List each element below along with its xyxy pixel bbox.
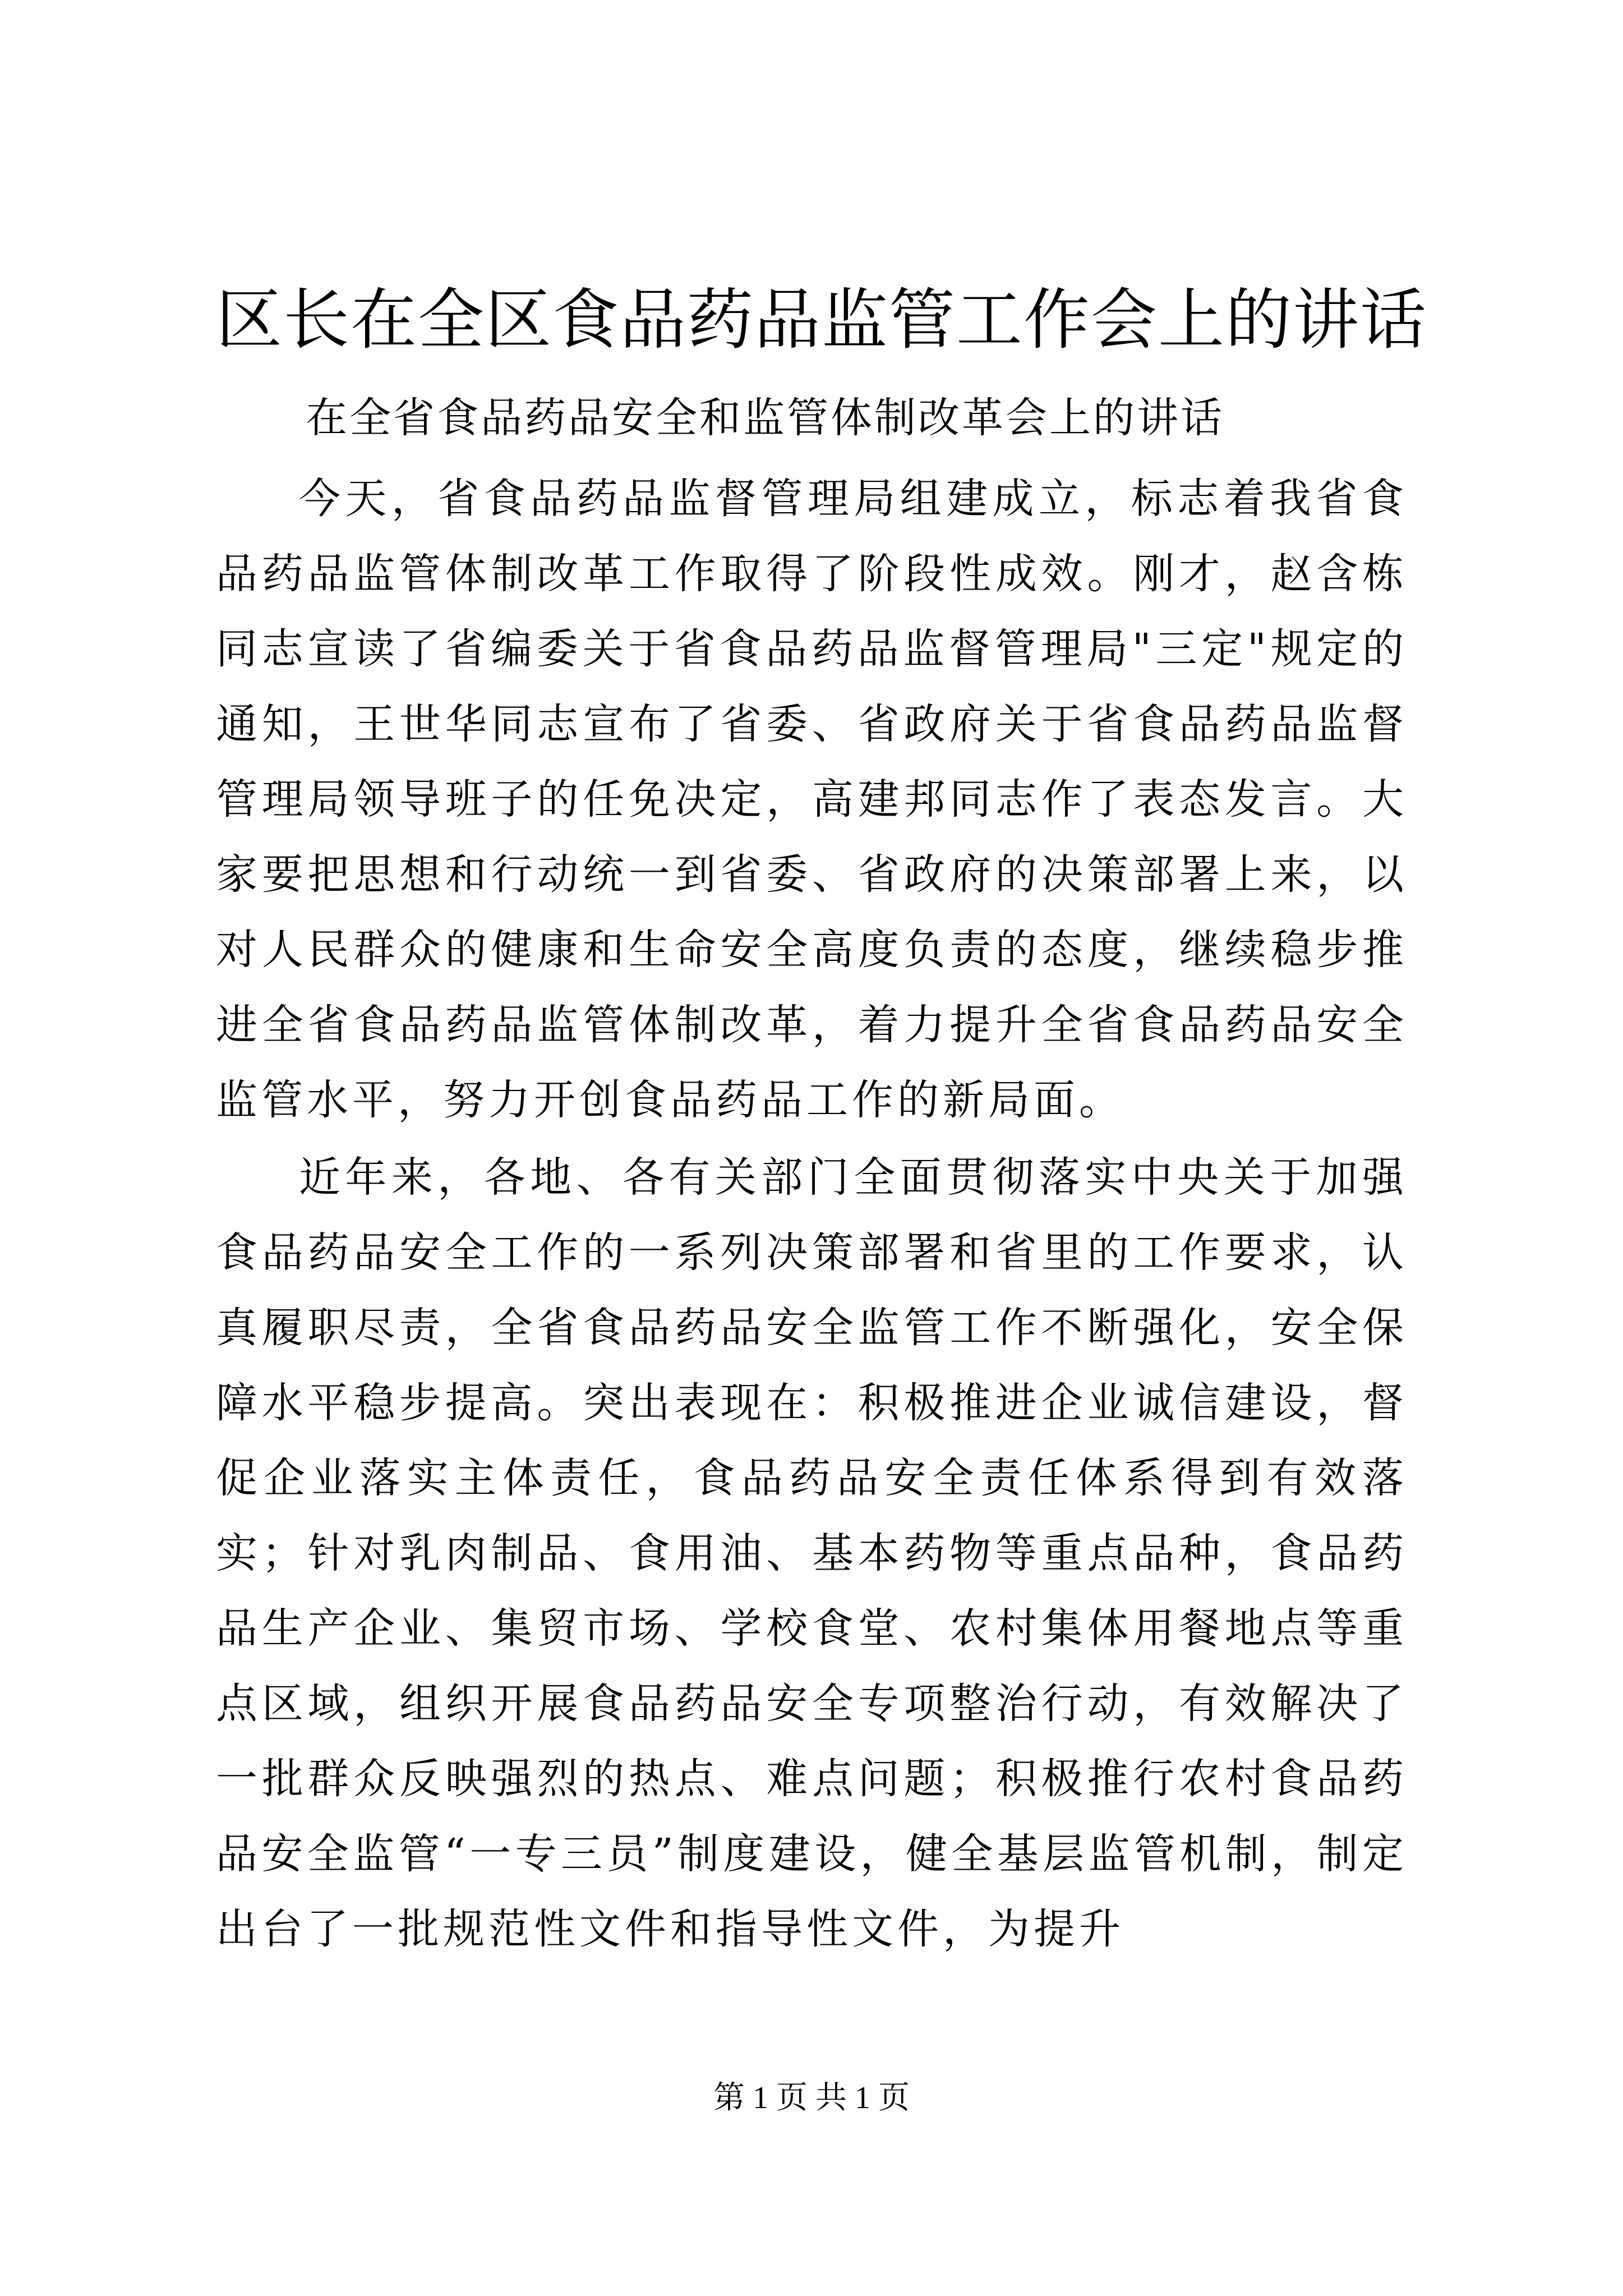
document-subtitle: 在全省食品药品安全和监管体制改革会上的讲话 [306, 394, 1224, 442]
body-paragraph: 今天，省食品药品监督管理局组建成立，标志着我省食品药品监管体制改革工作取得了阶段性成效。刚才，赵含栋同志宣读了省编委关于省食品药品监督管理局"三定"规定的通知，王世华同志宣布了省委、省政府关于省食品药品监督管理局领导班子的任免决定，高建邦同志作了表态发言。大家要把思想和行动统一到省委、省政府的决策部署上来，以对人民群众的健康和生命安全高度负责的态度，继续稳步推进全省食品药品监管体制改革，着力提升全省食品药品安全监管水平，努力开创食品药品工作的新局面。 [216, 475, 1408, 1124]
document-title: 区长在全区食品药品监管工作会上的讲话 [216, 281, 1428, 358]
body-paragraph: 近年来，各地、各有关部门全面贯彻落实中央关于加强食品药品安全工作的一系列决策部署和省里的工作要求，认真履职尽责，全省食品药品安全监管工作不断强化，安全保障水平稳步提高。突出表现在：积极推进企业诚信建设，督促企业落实主体责任，食品药品安全责任体系得到有效落实；针对乳肉制品、食用油、基本药物等重点品种，食品药品生产企业、集贸市场、学校食堂、农村集体用餐地点等重点区域，组织开展食品药品安全专项整治行动，有效解决了一批群众反映强烈的热点、难点问题；积极推行农村食品药品安全监管“一专三员”制度建设，健全基层监管机制，制定出台了一批规范性文件和指导性文件，为提升 [216, 1153, 1408, 1953]
page-footer: 第 1 页 共 1 页 [713, 2081, 910, 2115]
document-body [216, 461, 1408, 1969]
